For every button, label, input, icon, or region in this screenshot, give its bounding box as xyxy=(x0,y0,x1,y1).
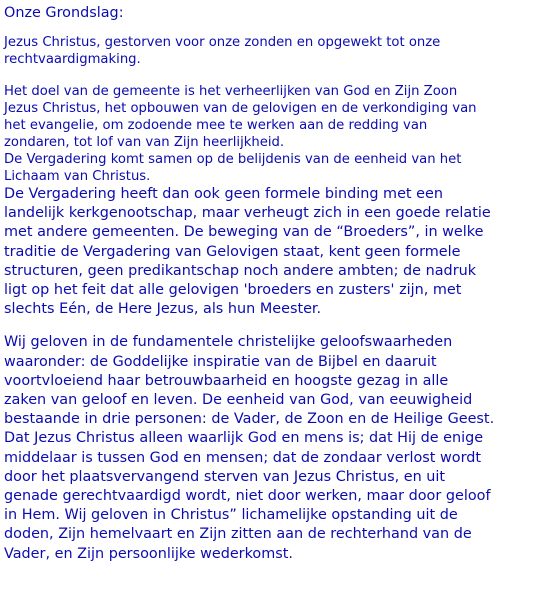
document-title xyxy=(4,4,546,23)
text-line: landelijk kerkgenootschap, maar verheugt zich in een goede relatie xyxy=(4,205,491,222)
text-line: rechtvaardigmaking. xyxy=(4,52,141,67)
text-line: Het doel van de gemeente is het verheerlijken van God en Zijn Zoon xyxy=(4,84,458,99)
text-line: bestaande in drie personen: de Vader, de Zoon en de Heilige Geest. xyxy=(4,411,495,428)
paragraph-foundation xyxy=(4,34,546,68)
text-line: De Vergadering komt samen op de belijdenis van de eenheid van het xyxy=(4,152,462,167)
text-line: De Vergadering heeft dan ook geen formele binding met een xyxy=(4,186,443,202)
text-line: voortvloeiend haar betrouwbaarheid en hoogste gezag in alle xyxy=(4,372,449,389)
text-line: zaken van geloof en leven. De eenheid van God, van eeuwigheid xyxy=(4,392,473,409)
text-line: in Hem. Wij geloven in Christus” lichamelijke opstanding uit de xyxy=(4,507,458,524)
text-line: zondaren, tot lof van van Zijn heerlijkheid. xyxy=(4,135,285,150)
text-line: Vader, en Zijn persoonlijke wederkomst. xyxy=(4,545,293,562)
text-line: traditie de Vergadering van Gelovigen staat, kent geen formele xyxy=(4,243,461,260)
title-line: Onze Grondslag: xyxy=(4,5,124,21)
paragraph-assembly xyxy=(4,151,546,185)
paragraph-purpose xyxy=(4,83,546,151)
text-line: ligt op het feit dat alle gelovigen 'broeders en zusters' zijn, met xyxy=(4,282,462,299)
text-line: Jezus Christus, het opbouwen van de gelovigen en de verkondiging van xyxy=(4,101,477,116)
text-line: middelaar is tussen God en mensen; dat de zondaar verlost wordt xyxy=(4,449,482,466)
text-line: Lichaam van Christus. xyxy=(4,169,151,184)
text-line: waaronder: de Goddelijke inspiratie van de Bijbel en daaruit xyxy=(4,353,437,370)
paragraph-beliefs xyxy=(4,333,546,563)
text-line: genade gerechtvaardigd wordt, niet door werken, maar door geloof xyxy=(4,488,491,505)
text-line: door het plaatsvervangend sterven van Jezus Christus, en uit xyxy=(4,468,446,485)
text-line: Wij geloven in de fundamentele christelijke geloofswaarheden xyxy=(4,334,453,351)
text-line: Jezus Christus, gestorven voor onze zonden en opgewekt tot onze xyxy=(4,35,441,50)
text-line: Dat Jezus Christus alleen waarlijk God en mens is; dat Hij de enige xyxy=(4,430,484,447)
text-line: structuren, geen predikantschap noch andere ambten; de nadruk xyxy=(4,262,477,279)
paragraph-relations xyxy=(4,185,546,319)
text-line: slechts Eén, de Here Jezus, als hun Meester. xyxy=(4,301,322,318)
text-line: met andere gemeenten. De beweging van de “Broeders”, in welke xyxy=(4,224,484,241)
text-line: doden, Zijn hemelvaart en Zijn zitten aan de rechterhand van de xyxy=(4,526,472,543)
text-line: het evangelie, om zodoende mee te werken aan de redding van xyxy=(4,118,428,133)
